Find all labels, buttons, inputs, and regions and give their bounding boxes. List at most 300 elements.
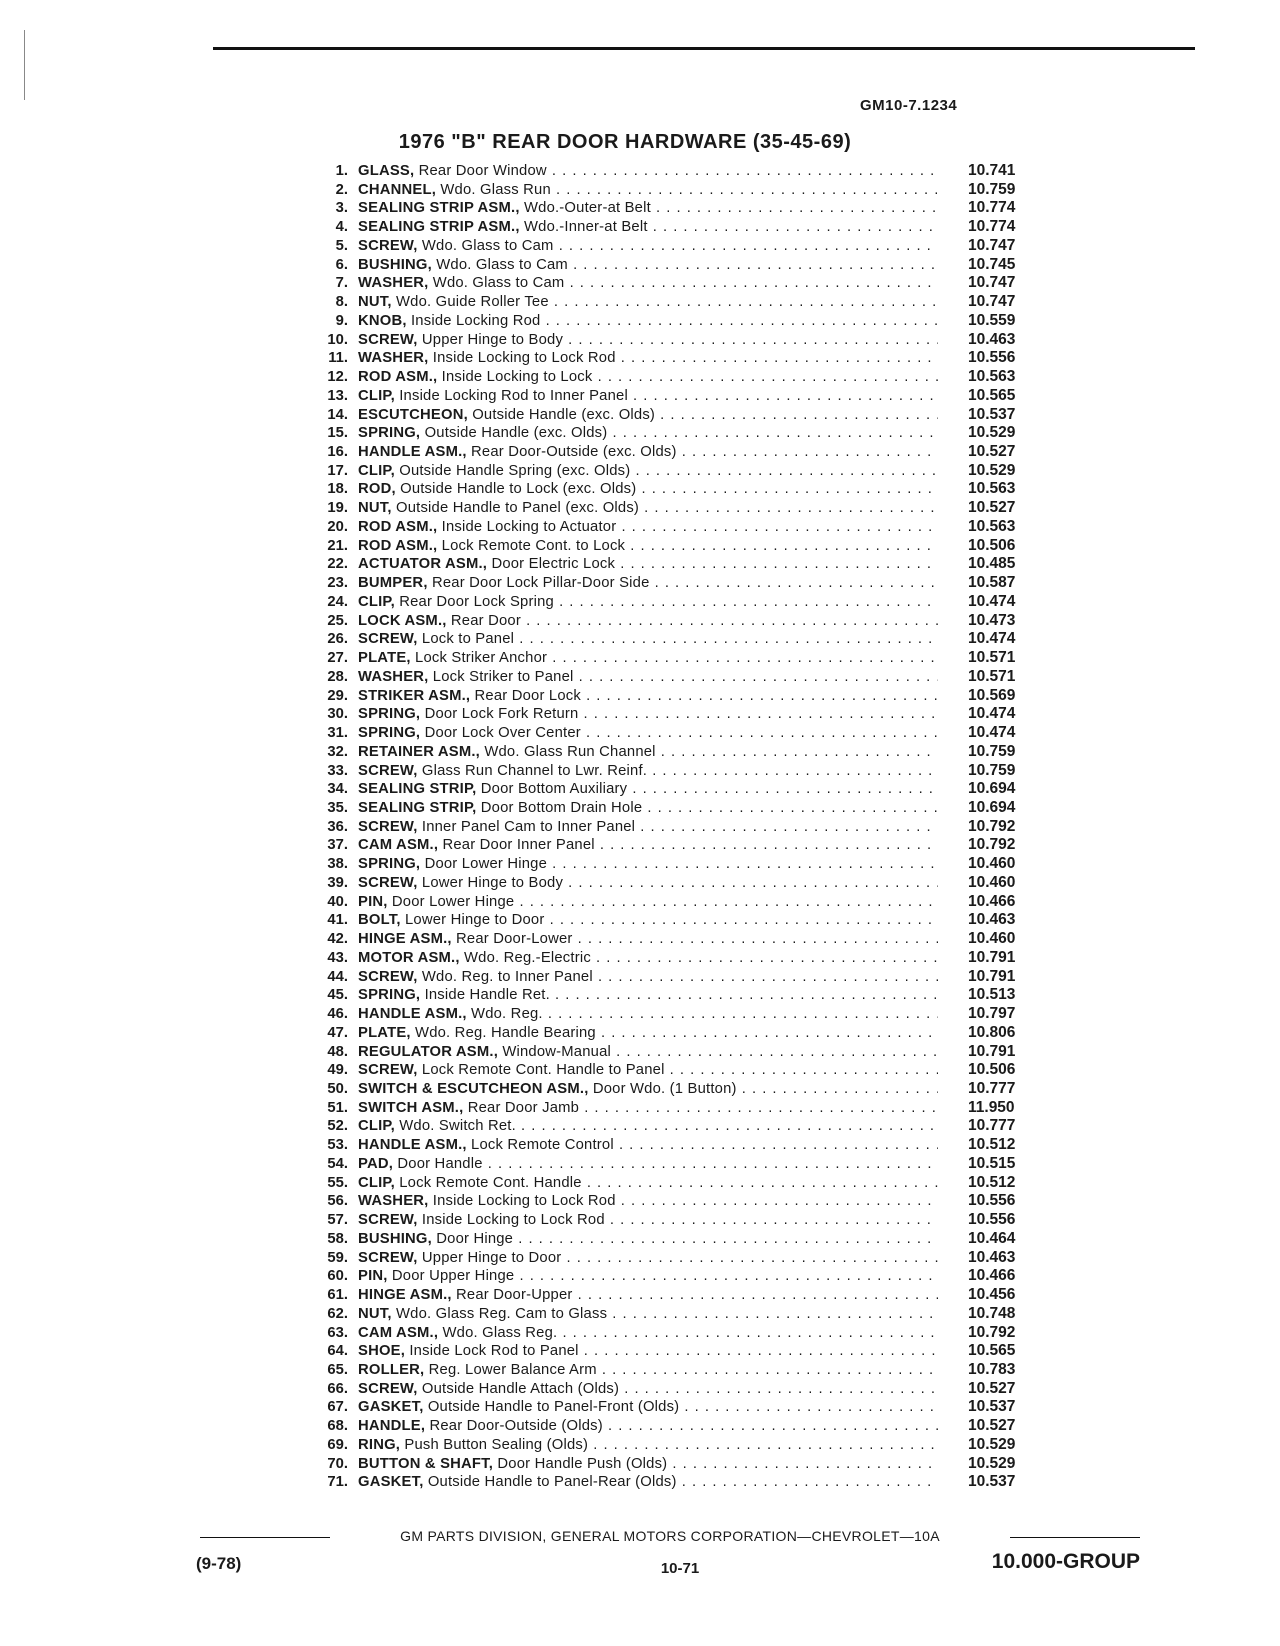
part-name: HANDLE ASM., xyxy=(358,444,467,461)
part-row xyxy=(300,1249,1060,1268)
part-row xyxy=(300,724,1060,743)
part-row xyxy=(300,1455,1060,1474)
part-row xyxy=(300,836,1060,855)
part-number: 54. xyxy=(327,1155,348,1172)
part-number: 9. xyxy=(335,312,348,329)
part-group-number: 10.741 xyxy=(968,162,1016,179)
part-number: 48. xyxy=(327,1043,348,1060)
part-row xyxy=(300,1117,1060,1136)
part-row xyxy=(300,1361,1060,1380)
part-description xyxy=(358,874,938,893)
part-name: HANDLE ASM., xyxy=(358,1137,467,1154)
part-number: 63. xyxy=(327,1324,348,1341)
part-group-number: 10.563 xyxy=(968,480,1016,498)
part-group-number: 10.529 xyxy=(968,424,1016,442)
part-description xyxy=(358,1117,938,1136)
part-number: 3. xyxy=(335,200,348,217)
part-group-number: 10.792 xyxy=(968,1323,1016,1341)
part-description xyxy=(358,237,938,256)
part-name: LOCK ASM., xyxy=(358,612,447,629)
part-number: 41. xyxy=(327,912,348,929)
part-description xyxy=(358,293,938,312)
part-row xyxy=(300,986,1060,1005)
part-description xyxy=(358,1324,938,1343)
part-name: BUSHING, xyxy=(358,256,432,273)
part-detail: Outside Handle to Panel-Front (Olds) xyxy=(427,1399,680,1416)
part-description xyxy=(358,555,938,574)
part-row xyxy=(300,424,1060,443)
part-name: SEALING STRIP ASM., xyxy=(358,200,520,217)
part-description xyxy=(358,1342,938,1361)
part-description xyxy=(358,687,938,706)
part-number: 8. xyxy=(335,294,348,311)
part-group-number: 10.460 xyxy=(968,930,1016,948)
part-row xyxy=(300,387,1060,406)
part-name: CAM ASM., xyxy=(358,1324,439,1341)
part-name: SPRING, xyxy=(358,725,421,742)
part-group-number: 10.485 xyxy=(968,555,1016,573)
part-detail: Inside Lock Rod to Panel xyxy=(409,1343,579,1360)
part-number: 1. xyxy=(335,163,348,179)
part-group-number: 10.556 xyxy=(968,349,1016,367)
part-name: SCREW, xyxy=(358,237,418,254)
part-group-number: 10.774 xyxy=(968,218,1016,236)
part-row xyxy=(300,668,1060,687)
part-group-number: 10.460 xyxy=(968,873,1016,891)
part-group-number: 10.512 xyxy=(968,1136,1016,1154)
part-number: 24. xyxy=(327,593,348,610)
part-detail: Door Wdo. (1 Button) xyxy=(592,1080,737,1097)
part-group-number: 10.537 xyxy=(968,405,1016,423)
part-name: ACTUATOR ASM., xyxy=(358,556,488,573)
part-description xyxy=(358,1061,938,1080)
part-description xyxy=(358,1417,938,1436)
part-row xyxy=(300,968,1060,987)
part-number: 69. xyxy=(327,1436,348,1453)
part-row xyxy=(300,762,1060,781)
part-group-number: 10.537 xyxy=(968,1398,1016,1416)
part-name: SCREW, xyxy=(358,762,418,779)
part-number: 12. xyxy=(327,369,348,386)
part-group-number: 10.537 xyxy=(968,1473,1016,1491)
part-row xyxy=(300,612,1060,631)
part-number: 70. xyxy=(327,1455,348,1472)
part-row xyxy=(300,312,1060,331)
part-name: BUMPER, xyxy=(358,575,428,592)
part-name: SPRING, xyxy=(358,856,421,873)
part-number: 6. xyxy=(335,256,348,273)
page-title: 1976 "B" REAR DOOR HARDWARE (35-45-69) xyxy=(398,131,852,153)
part-row xyxy=(300,593,1060,612)
part-group-number: 10.515 xyxy=(968,1154,1016,1172)
part-detail: Outside Handle Spring (exc. Olds) xyxy=(399,462,631,479)
part-group-number: 10.748 xyxy=(968,1304,1016,1322)
part-description xyxy=(358,499,938,518)
part-row xyxy=(300,911,1060,930)
part-row xyxy=(300,1043,1060,1062)
part-number: 4. xyxy=(335,219,348,236)
part-group-number: 10.783 xyxy=(968,1361,1016,1378)
part-detail: Glass Run Channel to Lwr. Reinf. xyxy=(421,762,648,779)
footer-rule-right xyxy=(1010,1537,1140,1538)
part-name: MOTOR ASM., xyxy=(358,949,460,966)
part-row xyxy=(300,406,1060,425)
part-group-number: 10.474 xyxy=(968,630,1016,648)
part-description xyxy=(358,1080,938,1099)
part-number: 59. xyxy=(327,1249,348,1266)
part-detail: Door Upper Hinge xyxy=(391,1268,515,1285)
part-group-number: 10.556 xyxy=(968,1192,1016,1210)
part-description xyxy=(358,443,938,462)
part-row xyxy=(300,893,1060,912)
part-row xyxy=(300,649,1060,668)
part-group-number: 10.694 xyxy=(968,780,1016,798)
part-description xyxy=(358,893,938,912)
part-number: 67. xyxy=(327,1399,348,1416)
part-group-number: 10.777 xyxy=(968,1079,1016,1097)
part-description xyxy=(358,780,938,799)
part-row xyxy=(300,1174,1060,1193)
part-row xyxy=(300,780,1060,799)
part-name: PIN, xyxy=(358,893,388,910)
part-description xyxy=(358,649,938,668)
part-group-number: 10.563 xyxy=(968,368,1016,386)
part-detail: Door Lower Hinge xyxy=(424,856,548,873)
part-number: 29. xyxy=(327,687,348,704)
part-description xyxy=(358,574,938,593)
part-detail: Outside Handle to Lock (exc. Olds) xyxy=(400,481,637,498)
part-name: SCREW, xyxy=(358,1062,418,1079)
part-group-number: 10.565 xyxy=(968,1342,1016,1360)
part-description xyxy=(358,855,938,874)
part-name: SCREW, xyxy=(358,1380,418,1397)
part-group-number: 10.774 xyxy=(968,199,1016,217)
page-code: GM10-7.1234 xyxy=(860,97,958,114)
part-name: CLIP, xyxy=(358,593,395,610)
part-description xyxy=(358,930,938,949)
part-detail: Wdo. Switch Ret. xyxy=(399,1118,516,1135)
part-row xyxy=(300,1192,1060,1211)
part-group-number: 10.529 xyxy=(968,1454,1016,1472)
part-name: KNOB, xyxy=(358,312,407,329)
part-name: REGULATOR ASM., xyxy=(358,1043,499,1060)
part-description xyxy=(358,1249,938,1268)
part-detail: Wdo. Glass to Cam xyxy=(436,256,568,273)
part-group-number: 10.473 xyxy=(968,611,1016,629)
part-name: SCREW, xyxy=(358,331,418,348)
part-group-number: 10.456 xyxy=(968,1286,1016,1304)
part-detail: Lower Hinge to Body xyxy=(421,874,564,891)
part-description xyxy=(358,537,938,556)
part-name: BUTTON & SHAFT, xyxy=(358,1455,494,1472)
part-detail: Lock Remote Cont. Handle xyxy=(399,1174,582,1191)
part-description xyxy=(358,668,938,687)
part-number: 62. xyxy=(327,1305,348,1322)
part-row xyxy=(300,1286,1060,1305)
part-detail: Wdo. Glass Run Channel xyxy=(484,743,656,760)
part-row xyxy=(300,274,1060,293)
part-description xyxy=(358,218,938,237)
part-row xyxy=(300,162,1060,181)
part-number: 20. xyxy=(327,518,348,535)
part-description xyxy=(358,1398,938,1417)
part-group-number: 10.777 xyxy=(968,1117,1016,1135)
part-group-number: 10.512 xyxy=(968,1173,1016,1191)
part-description xyxy=(358,1174,938,1193)
part-description xyxy=(358,836,938,855)
part-detail: Lower Hinge to Door xyxy=(404,912,545,929)
part-description xyxy=(358,743,938,762)
part-name: NUT, xyxy=(358,294,392,311)
footer-date: (9-78) xyxy=(196,1554,242,1573)
part-number: 66. xyxy=(327,1380,348,1397)
part-row xyxy=(300,1155,1060,1174)
part-number: 28. xyxy=(327,668,348,685)
part-number: 19. xyxy=(327,500,348,517)
scan-edge-mark xyxy=(24,30,25,100)
part-detail: Wdo. Glass Run xyxy=(440,181,551,198)
part-description xyxy=(358,199,938,218)
part-description xyxy=(358,1043,938,1062)
part-name: HANDLE ASM., xyxy=(358,1006,467,1023)
part-name: SHOE, xyxy=(358,1343,406,1360)
part-number: 65. xyxy=(327,1362,348,1378)
part-row xyxy=(300,1473,1060,1492)
part-detail: Lock Remote Cont. to Lock xyxy=(441,537,626,554)
part-row xyxy=(300,181,1060,200)
part-name: SCREW, xyxy=(358,874,418,891)
part-row xyxy=(300,256,1060,275)
part-detail: Inner Panel Cam to Inner Panel xyxy=(421,818,636,835)
part-row xyxy=(300,930,1060,949)
part-number: 53. xyxy=(327,1137,348,1154)
part-name: BUSHING, xyxy=(358,1230,432,1247)
part-description xyxy=(358,612,938,631)
part-detail: Wdo. Guide Roller Tee xyxy=(396,294,549,311)
part-number: 32. xyxy=(327,743,348,760)
part-description xyxy=(358,1230,938,1249)
footer-corporation: GM PARTS DIVISION, GENERAL MOTORS CORPORATION—CHEVROLET—10A xyxy=(400,1528,940,1544)
part-name: PLATE, xyxy=(358,1024,411,1041)
part-row xyxy=(300,574,1060,593)
part-description xyxy=(358,986,938,1005)
part-detail: Rear Door Jamb xyxy=(467,1099,580,1116)
part-detail: Door Bottom Auxiliary xyxy=(480,781,628,798)
part-detail: Push Button Sealing (Olds) xyxy=(404,1436,589,1453)
part-name: SWITCH ASM., xyxy=(358,1099,464,1116)
part-row xyxy=(300,705,1060,724)
part-group-number: 10.745 xyxy=(968,255,1016,273)
part-number: 55. xyxy=(327,1174,348,1191)
part-row xyxy=(300,799,1060,818)
part-detail: Rear Door Lock Pillar-Door Side xyxy=(431,575,650,592)
part-group-number: 10.527 xyxy=(968,443,1016,461)
part-name: RETAINER ASM., xyxy=(358,743,480,760)
part-description xyxy=(358,1473,938,1492)
part-name: ESCUTCHEON, xyxy=(358,406,468,423)
part-number: 14. xyxy=(327,406,348,423)
part-number: 39. xyxy=(327,874,348,891)
part-name: SEALING STRIP, xyxy=(358,781,477,798)
part-detail: Rear Door Lock xyxy=(474,687,581,704)
part-description xyxy=(358,274,938,293)
part-group-number: 10.759 xyxy=(968,180,1016,198)
footer-group: 10.000-GROUP xyxy=(991,1550,1140,1573)
part-number: 18. xyxy=(327,481,348,498)
part-detail: Door Handle Push (Olds) xyxy=(497,1455,668,1472)
part-description xyxy=(358,1361,938,1380)
parts-list xyxy=(300,162,1060,1492)
part-row xyxy=(300,218,1060,237)
part-name: WASHER, xyxy=(358,668,429,685)
part-description xyxy=(358,406,938,425)
part-description xyxy=(358,1136,938,1155)
part-detail: Outside Handle Attach (Olds) xyxy=(421,1380,620,1397)
part-name: CAM ASM., xyxy=(358,837,439,854)
part-group-number: 10.506 xyxy=(968,536,1016,554)
part-detail: Lock Remote Control xyxy=(471,1137,614,1154)
part-number: 49. xyxy=(327,1062,348,1079)
part-number: 5. xyxy=(335,237,348,254)
part-description xyxy=(358,1192,938,1211)
part-row xyxy=(300,949,1060,968)
part-detail: Lock Striker to Panel xyxy=(432,668,574,685)
part-group-number: 10.506 xyxy=(968,1061,1016,1079)
part-number: 11. xyxy=(328,350,348,367)
part-row xyxy=(300,1080,1060,1099)
part-name: NUT, xyxy=(358,500,392,517)
part-description xyxy=(358,480,938,499)
part-name: ROD, xyxy=(358,481,396,498)
part-number: 30. xyxy=(327,706,348,723)
part-number: 57. xyxy=(327,1212,348,1229)
part-group-number: 10.791 xyxy=(968,1042,1016,1060)
part-detail: Wdo.-Outer-at Belt xyxy=(523,200,651,217)
part-name: HINGE ASM., xyxy=(358,1287,452,1304)
part-detail: Inside Locking to Lock Rod xyxy=(421,1212,605,1229)
part-group-number: 10.529 xyxy=(968,461,1016,479)
part-description xyxy=(358,799,938,818)
part-number: 17. xyxy=(327,462,348,479)
part-description xyxy=(358,1155,938,1174)
part-detail: Inside Locking to Lock Rod xyxy=(432,350,616,367)
part-row xyxy=(300,293,1060,312)
part-detail: Rear Door Inner Panel xyxy=(442,837,595,854)
part-row xyxy=(300,687,1060,706)
part-row xyxy=(300,818,1060,837)
part-group-number: 10.759 xyxy=(968,761,1016,779)
part-name: SEALING STRIP ASM., xyxy=(358,219,520,236)
part-name: ROLLER, xyxy=(358,1362,425,1378)
part-group-number: 10.463 xyxy=(968,330,1016,348)
top-rule xyxy=(213,47,1195,50)
part-name: WASHER, xyxy=(358,275,429,292)
part-number: 35. xyxy=(327,799,348,816)
part-number: 33. xyxy=(327,762,348,779)
part-name: ROD ASM., xyxy=(358,537,438,554)
part-row xyxy=(300,1061,1060,1080)
part-row xyxy=(300,331,1060,350)
part-detail: Inside Handle Ret. xyxy=(424,987,550,1004)
part-row xyxy=(300,349,1060,368)
part-number: 71. xyxy=(327,1474,348,1491)
part-row xyxy=(300,1024,1060,1043)
part-detail: Wdo. Glass Reg. xyxy=(442,1324,558,1341)
part-description xyxy=(358,593,938,612)
part-number: 38. xyxy=(327,856,348,873)
part-number: 56. xyxy=(327,1193,348,1210)
part-detail: Wdo. Reg. Handle Bearing xyxy=(415,1024,596,1041)
part-name: SCREW, xyxy=(358,1212,418,1229)
part-detail: Door Lock Fork Return xyxy=(424,706,579,723)
part-description xyxy=(358,1211,938,1230)
part-description xyxy=(358,968,938,987)
part-description xyxy=(358,1267,938,1286)
part-row xyxy=(300,518,1060,537)
part-description xyxy=(358,1305,938,1324)
part-detail: Rear Door-Upper xyxy=(456,1287,573,1304)
part-row xyxy=(300,630,1060,649)
part-row xyxy=(300,874,1060,893)
part-detail: Inside Locking to Lock Rod xyxy=(432,1193,616,1210)
part-group-number: 10.747 xyxy=(968,236,1016,254)
part-detail: Outside Handle (exc. Olds) xyxy=(424,425,608,442)
part-detail: Door Electric Lock xyxy=(491,556,616,573)
part-number: 46. xyxy=(327,1006,348,1023)
part-name: STRIKER ASM., xyxy=(358,687,471,704)
part-description xyxy=(358,818,938,837)
part-row xyxy=(300,237,1060,256)
part-name: CLIP, xyxy=(358,1174,395,1191)
part-group-number: 10.791 xyxy=(968,967,1016,985)
part-group-number: 10.569 xyxy=(968,686,1016,704)
part-group-number: 10.759 xyxy=(968,742,1016,760)
part-name: SCREW, xyxy=(358,631,418,648)
part-group-number: 10.694 xyxy=(968,798,1016,816)
part-description xyxy=(358,1099,938,1118)
part-detail: Lock Remote Cont. Handle to Panel xyxy=(421,1062,665,1079)
part-group-number: 10.529 xyxy=(968,1435,1016,1453)
part-name: SCREW, xyxy=(358,968,418,985)
part-number: 52. xyxy=(327,1118,348,1135)
part-row xyxy=(300,1324,1060,1343)
part-name: PLATE, xyxy=(358,650,411,667)
part-group-number: 10.747 xyxy=(968,293,1016,311)
part-detail: Outside Handle to Panel (exc. Olds) xyxy=(396,500,640,517)
part-name: SCREW, xyxy=(358,1249,418,1266)
part-group-number: 10.463 xyxy=(968,1248,1016,1266)
part-number: 60. xyxy=(327,1268,348,1285)
part-number: 13. xyxy=(327,387,348,404)
part-number: 61. xyxy=(327,1287,348,1304)
part-detail: Door Hinge xyxy=(436,1230,514,1247)
part-group-number: 10.556 xyxy=(968,1211,1016,1229)
part-name: WASHER, xyxy=(358,1193,429,1210)
part-group-number: 10.464 xyxy=(968,1229,1016,1247)
part-detail: Rear Door Lock Spring xyxy=(399,593,554,610)
part-group-number: 10.571 xyxy=(968,649,1016,667)
part-group-number: 10.513 xyxy=(968,986,1016,1004)
part-number: 44. xyxy=(327,968,348,985)
part-detail: Window-Manual xyxy=(502,1043,612,1060)
part-number: 68. xyxy=(327,1418,348,1435)
part-group-number: 10.474 xyxy=(968,724,1016,742)
part-description xyxy=(358,1436,938,1455)
part-detail: Wdo. Reg. to Inner Panel xyxy=(421,968,593,985)
part-group-number: 10.571 xyxy=(968,667,1016,685)
part-number: 34. xyxy=(327,781,348,798)
part-name: CLIP, xyxy=(358,387,395,404)
